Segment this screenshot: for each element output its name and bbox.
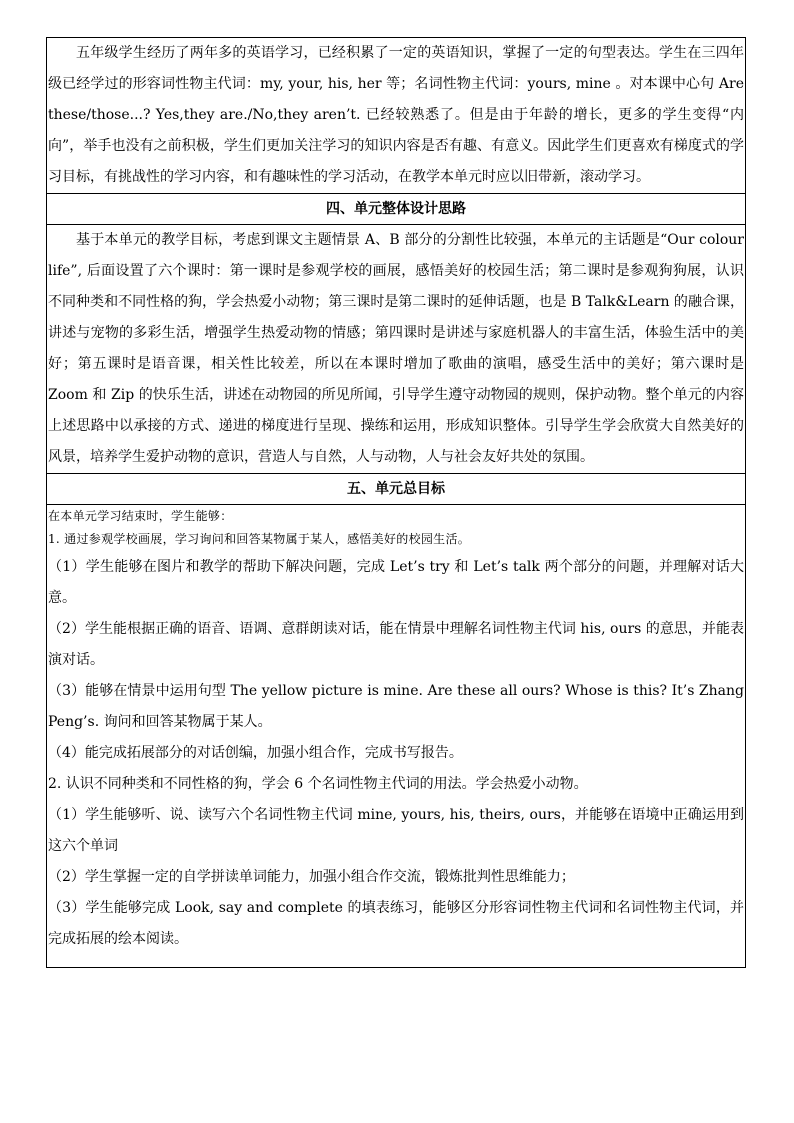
goal-2-title: 2. 认识不同种类和不同性格的狗，学会 6 个名词性物主代词的用法。学会热爱小动物。: [48, 776, 588, 792]
learner-analysis-cell: [47, 38, 745, 194]
goal-2-item: （3）学生能够完成 Look, say and complete 的填表练习，能够区分形容词性物主代词和名词性物主代词，并完成拓展的绘本阅读。: [48, 900, 744, 947]
design-idea-cell: [47, 225, 745, 474]
unit-goals-cell: [47, 505, 745, 967]
goals-intro: 在本单元学习结束时，学生能够：: [48, 509, 233, 523]
goal-1-title: 1. 通过参观学校画展，学习询问和回答某物属于某人，感悟美好的校园生活。: [48, 532, 471, 546]
goal-2-item: （1）学生能够听、说、读写六个名词性物主代词 mine, yours, his, theirs, ours，并能够在语境中正确运用到这六个单词: [48, 807, 744, 854]
goal-1-item: （2）学生能根据正确的语音、语调、意群朗读对话，能在情景中理解名词性物主代词 his, ours 的意思，并能表演对话。: [48, 621, 744, 668]
goal-2-item: （2）学生掌握一定的自学拼读单词能力，加强小组合作交流，锻炼批判性思维能力；: [48, 869, 575, 885]
section-heading-design: 四、单元整体设计思路: [47, 194, 745, 225]
goal-1-item: （4）能完成拓展部分的对话创编，加强小组合作，完成书写报告。: [48, 745, 463, 761]
document-table: [46, 37, 746, 968]
learner-analysis-paragraph: 五年级学生经历了两年多的英语学习，已经积累了一定的英语知识，掌握了一定的句型表达。学生在三四年级已经学过的形容词性物主代词：my, your, his, her 等；名词性物主代词：yours, mine 。对本课中心句 Are these/those...? Yes,they are./No,they aren’t. 已经较熟悉了。但是由于年龄的增长，更多的学生变得“内向”，举手也没有之前积极，学生们更加关注学习的知识内容是否有趣、有意义。因此学生们更喜欢有梯度式的学习目标，有挑战性的学习内容，和有趣味性的学习活动，在教学本单元时应以旧带新，滚动学习。: [48, 45, 744, 185]
design-idea-paragraph: 基于本单元的教学目标，考虑到课文主题情景 A、B 部分的分割性比较强，本单元的主话题是“Our colour life”, 后面设置了六个课时：第一课时是参观学校的画展，感悟美好的校园生活；第二课时是参观狗狗展，认识不同种类和不同性格的狗，学会热爱小动物；第三课时是第二课时的延伸话题，也是 B Talk&Learn 的融合课，讲述与宠物的多彩生活，增强学生热爱动物的情感；第四课时是讲述与家庭机器人的丰富生活，体验生活中的美好；第五课时是语音课，相关性比较差，所以在本课时增加了歌曲的演唱，感受生活中的美好；第六课时是 Zoom 和 Zip 的快乐生活，讲述在动物园的所见所闻，引导学生遵守动物园的规则，保护动物。整个单元的内容上述思路中以承接的方式、递进的梯度进行呈现、操练和运用，形成知识整体。引导学生学会欣赏大自然美好的风景，培养学生爱护动物的意识，营造人与自然，人与动物，人与社会友好共处的氛围。: [48, 232, 744, 465]
section-heading-goals: 五、单元总目标: [47, 474, 745, 505]
goal-1-item: （1）学生能够在图片和教学的帮助下解决问题，完成 Let’s try 和 Let’s talk 两个部分的问题，并理解对话大意。: [48, 559, 744, 606]
goal-1-item: （3）能够在情景中运用句型 The yellow picture is mine. Are these all ours? Whose is this? It’s Zhang Peng’s. 询问和回答某物属于某人。: [48, 683, 744, 730]
